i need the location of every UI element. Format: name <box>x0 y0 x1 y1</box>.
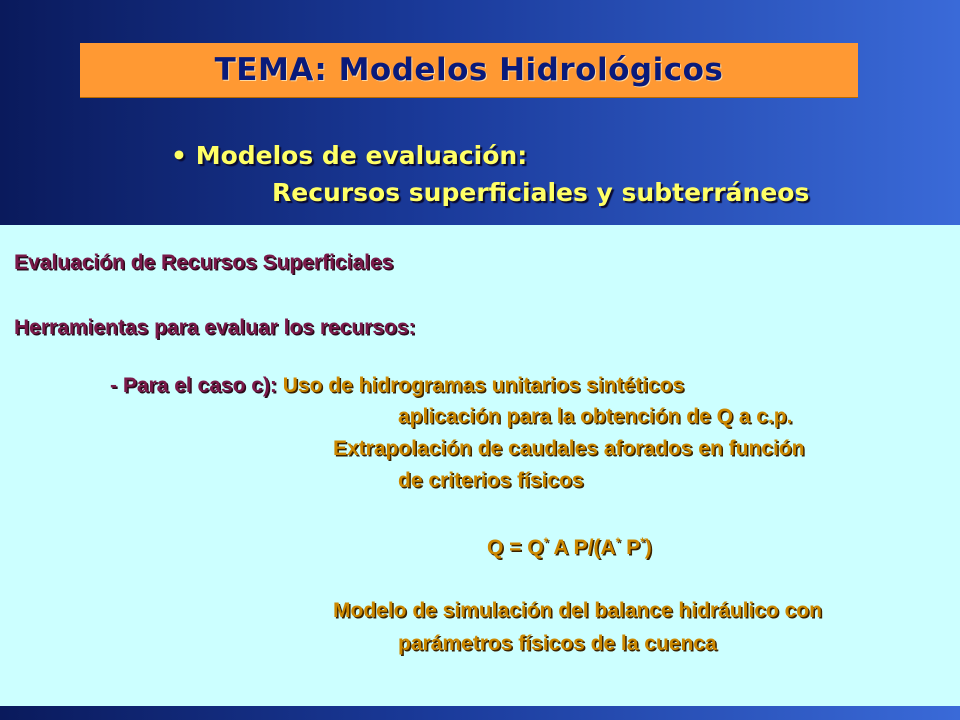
title-banner <box>80 43 858 98</box>
formula-star-3: * <box>640 535 645 549</box>
item1-line1: Uso de hidrogramas unitarios sintéticos <box>282 374 685 397</box>
formula-p: P <box>620 536 641 559</box>
formula <box>487 535 652 560</box>
section-heading: Evaluación de Recursos Superficiales <box>14 251 394 274</box>
subtitle-text-1: Modelos de evaluación: <box>195 141 528 170</box>
formula-star-1: * <box>543 535 549 549</box>
item3-line1: Modelo de simulación del balance hidráulico con <box>333 599 822 622</box>
footer-band <box>0 706 960 720</box>
case-line <box>110 374 684 398</box>
subtitle-line-1 <box>171 141 527 170</box>
slide-title: TEMA: Modelos Hidrológicos <box>214 52 724 88</box>
item2-line2: de criterios físicos <box>398 469 584 492</box>
item2-line1: Extrapolación de caudales aforados en función <box>333 437 805 460</box>
tools-heading: Herramientas para evaluar los recursos: <box>14 316 416 339</box>
subtitle-line-2: Recursos superficiales y subterráneos <box>272 178 810 207</box>
formula-q: Q = Q <box>487 536 544 559</box>
case-label: - Para el caso c): <box>110 374 277 397</box>
bullet-icon: • <box>171 141 187 170</box>
formula-mid: A P/(A <box>548 536 616 559</box>
formula-star-2: * <box>615 535 621 549</box>
formula-end: ) <box>644 536 652 559</box>
item1-line2: aplicación para la obtención de Q a c.p. <box>398 405 793 428</box>
item3-line2: parámetros físicos de la cuenca <box>398 632 717 655</box>
